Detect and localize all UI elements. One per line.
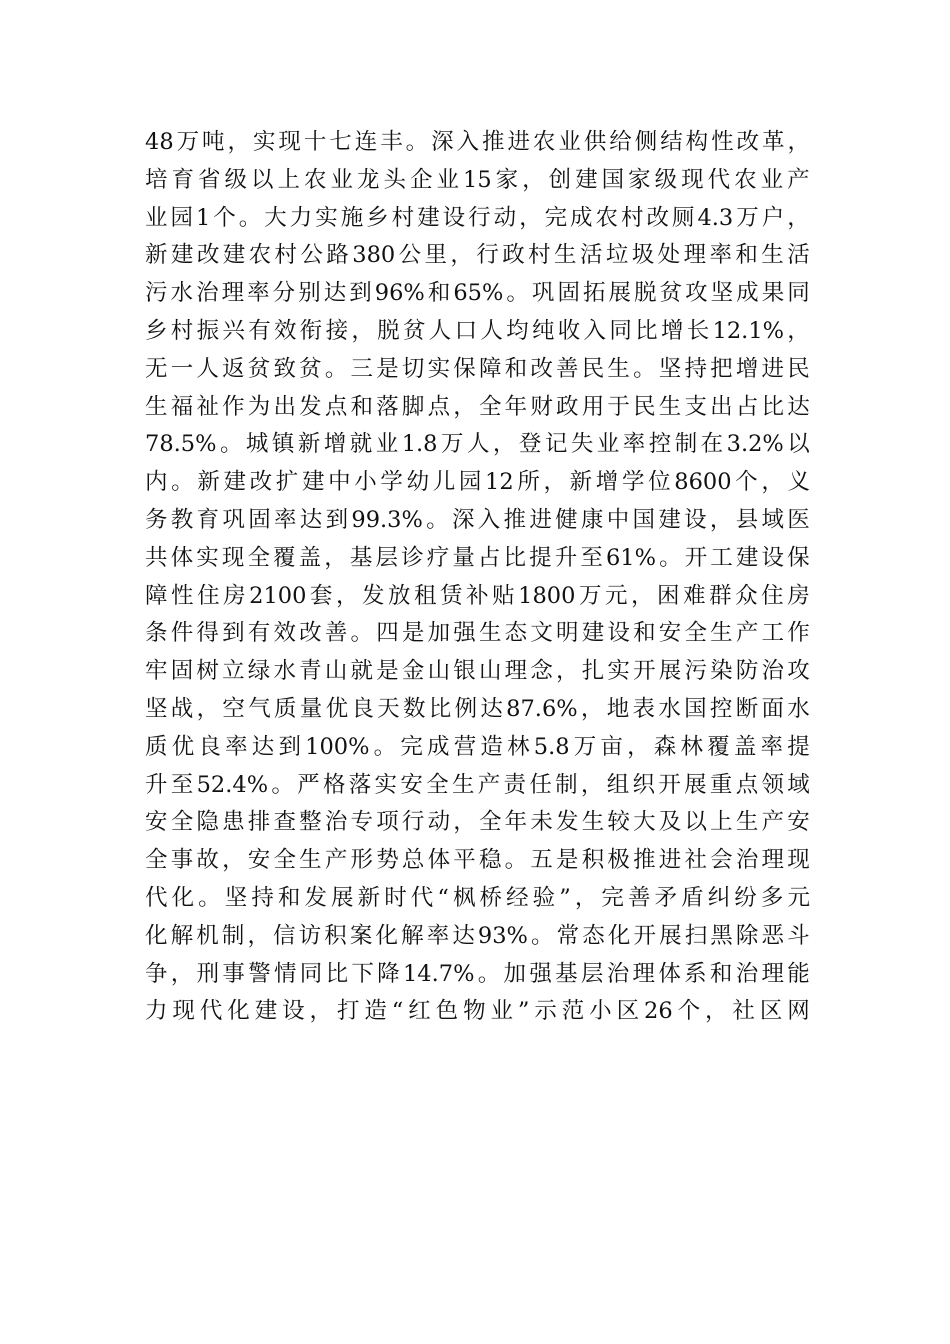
text-line: 培 育 省 级 以 上 农 业 龙 头 企 业 15 家 ， 创 建 国 家 级 现 代 农 业 产 (145, 166, 810, 193)
text-line: 新 建 改 建 农 村 公 路 380 公 里 ， 行 政 村 生 活 垃 圾 处 理 率 和 生 活 (145, 242, 810, 269)
text-line: 48 万 吨 ， 实 现 十 七 连 丰 。 深 入 推 进 农 业 供 给 侧 结 构 性 改 革 ， (145, 129, 810, 155)
text-line: 化 解 机 制 ， 信 访 积 案 化 解 率 达 93% 。 常 态 化 开 展 扫 黑 除 恶 斗 (145, 922, 810, 949)
text-line: 业 园 1 个 。 大 力 实 施 乡 村 建 设 行 动 ， 完 成 农 村 改 厕 4.3 万 户 ， (145, 204, 810, 231)
text-line: 污 水 治 理 率 分 别 达 到 96% 和 65% 。 巩 固 拓 展 脱 贫 攻 坚 成 果 同 (145, 280, 810, 307)
text-line: 共 体 实 现 全 覆 盖 ， 基 层 诊 疗 量 占 比 提 升 至 61% 。 开 工 建 设 保 (145, 544, 810, 571)
text-line: 乡 村 振 兴 有 效 衔 接 ， 脱 贫 人 口 人 均 纯 收 入 同 比 增 长 12.1% ， (145, 317, 810, 344)
text-line: 78.5% 。 城 镇 新 增 就 业 1.8 万 人 ， 登 记 失 业 率 控 制 在 3.2% 以 (145, 431, 810, 458)
text-line: 争 ， 刑 事 警 情 同 比 下 降 14.7% 。 加 强 基 层 治 理 体 系 和 治 理 能 (145, 960, 810, 987)
document-body (145, 124, 810, 1031)
text-line: 质 优 良 率 达 到 100% 。 完 成 营 造 林 5.8 万 亩 ， 森 林 覆 盖 率 提 (145, 733, 810, 760)
text-line: 条 件 得 到 有 效 改 善 。 四 是 加 强 生 态 文 明 建 设 和 安 全 生 产 工 作 (145, 620, 810, 647)
text-line: 内 。 新 建 改 扩 建 中 小 学 幼 儿 园 12 所 ， 新 增 学 位 8600 个 ， 义 (145, 469, 810, 496)
text-line: 无 一 人 返 贫 致 贫 。 三 是 切 实 保 障 和 改 善 民 生 。 坚 持 把 增 进 民 (145, 355, 810, 382)
text-line: 生 福 祉 作 为 出 发 点 和 落 脚 点 ， 全 年 财 政 用 于 民 生 支 出 占 比 达 (145, 393, 810, 420)
text-line: 升 至 52.4% 。 严 格 落 实 安 全 生 产 责 任 制 ， 组 织 开 展 重 点 领 域 (145, 771, 810, 798)
text-line: 代 化 。 坚 持 和 发 展 新 时 代 “ 枫 桥 经 验 ” ， 完 善 矛 盾 纠 纷 多 元 (145, 884, 810, 911)
text-line: 牢 固 树 立 绿 水 青 山 就 是 金 山 银 山 理 念 ， 扎 实 开 展 污 染 防 治 攻 (145, 658, 810, 685)
text-line: 坚 战 ， 空 气 质 量 优 良 天 数 比 例 达 87.6% ， 地 表 水 国 控 断 面 水 (145, 695, 810, 722)
text-line: 务 教 育 巩 固 率 达 到 99.3% 。 深 入 推 进 健 康 中 国 建 设 ， 县 域 医 (145, 506, 810, 533)
text-line: 障 性 住 房 2100 套 ， 发 放 租 赁 补 贴 1800 万 元 ， 困 难 群 众 住 房 (145, 582, 810, 609)
text-line: 安 全 隐 患 排 查 整 治 专 项 行 动 ， 全 年 未 发 生 较 大 及 以 上 生 产 安 (145, 809, 810, 836)
document-page (145, 124, 810, 1031)
text-line: 全 事 故 ， 安 全 生 产 形 势 总 体 平 稳 。 五 是 积 极 推 进 社 会 治 理 现 (145, 847, 810, 874)
text-line: 力 现 代 化 建 设 ， 打 造 “ 红 色 物 业 ” 示 范 小 区 26 个 ， 社 区 网 (145, 998, 810, 1025)
